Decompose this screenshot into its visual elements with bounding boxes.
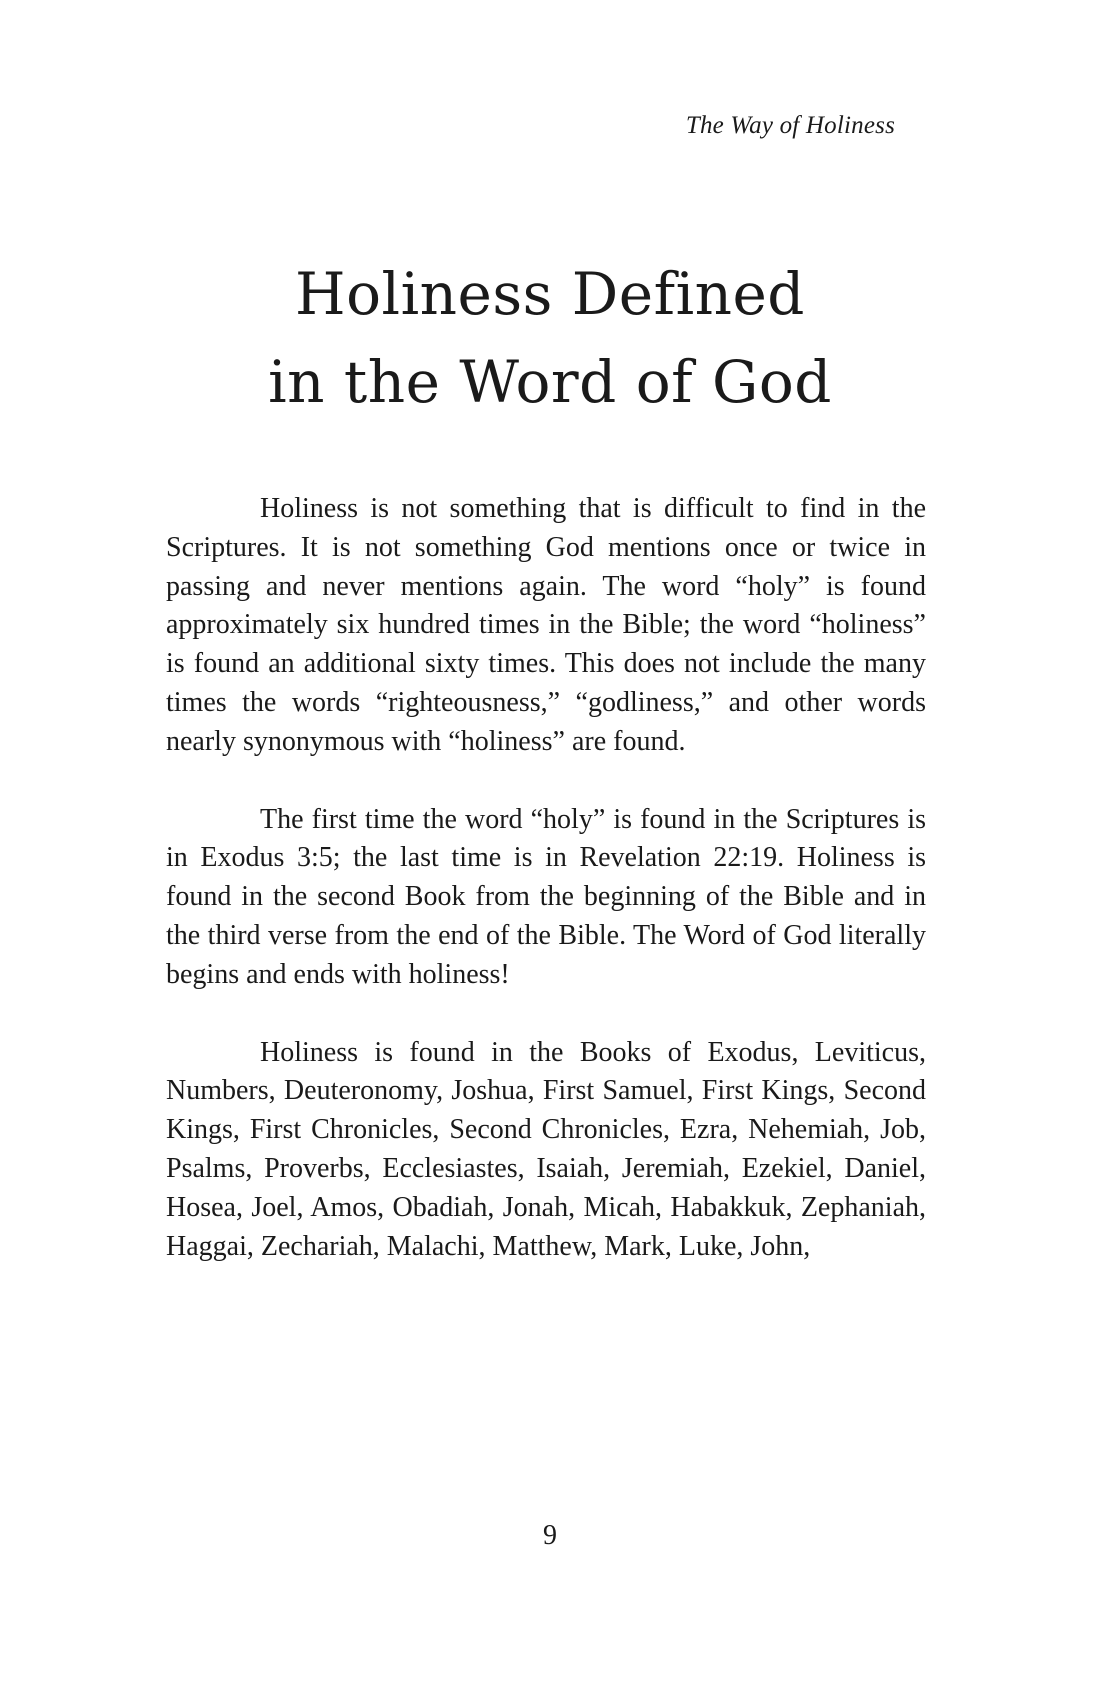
body-text [166, 490, 926, 1305]
paragraph-1: Holiness is not something that is difficult to find in the Scriptures. It is not something God mentions once or twice in passing and never mentions again. The word “holy” is found approximately six hundred times in the Bible; the word “holiness” is found an additional sixty times. This does not include the many times the words “righteousness,” “godliness,” and other words nearly synonymous with “holiness” are found. [166, 493, 926, 757]
page-number: 9 [543, 1520, 557, 1551]
paragraph-3: Holiness is found in the Books of Exodus, Leviticus, Numbers, Deuteronomy, Joshua, First Samuel, First Kings, Second Kings, First Chronicles, Second Chronicles, Ezra, Nehemiah, Job, Psalms, Proverbs, Ecclesiastes, Isaiah, Jeremiah, Ezekiel, Daniel, Hosea, Joel, Amos, Obadiah, Jonah, Micah, Habakkuk, Zephaniah, Haggai, Zechariah, Malachi, Matthew, Mark, Luke, John, [166, 1036, 926, 1262]
chapter-title-line-1: Holiness Defined [295, 260, 805, 328]
paragraph-2: The first time the word “holy” is found in the Scriptures is in Exodus 3:5; the last time is in Revelation 22:19. Holiness is found in the second Book from the beginning of the Bible and in the third verse from the end of the Bible. The Word of God literally begins and ends with holiness! [166, 803, 926, 990]
chapter-title-line-2: in the Word of God [268, 348, 832, 416]
running-header: The Way of Holiness [685, 112, 895, 139]
chapter-title [0, 250, 1100, 426]
